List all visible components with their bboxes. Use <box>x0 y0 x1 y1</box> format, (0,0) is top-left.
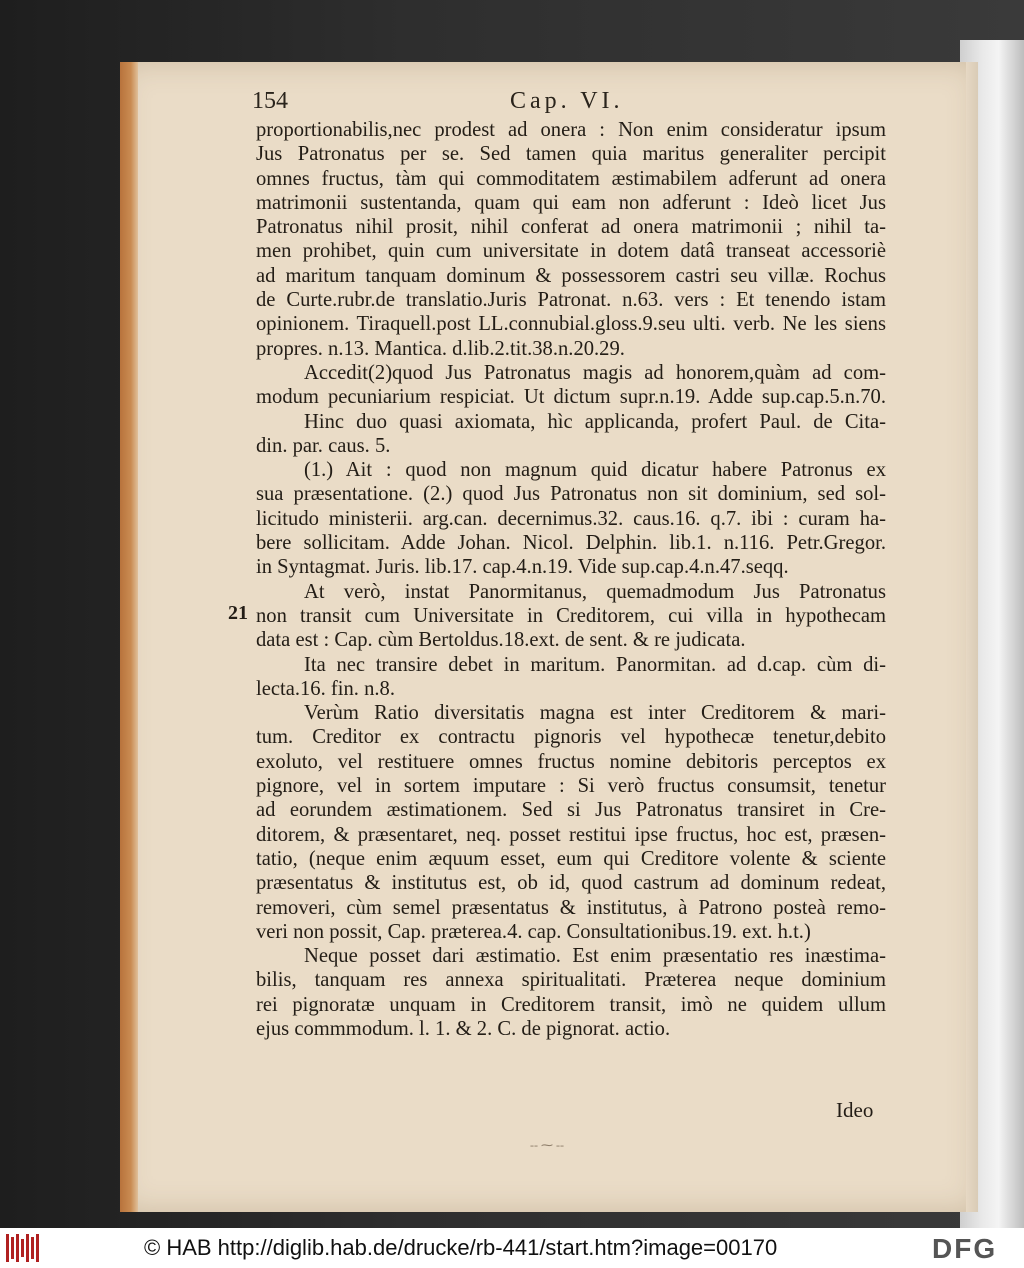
text-line: modum pecuniarium respiciat. Ut dictum supr.n.19. Adde sup.cap.5.n.70. <box>256 386 886 409</box>
dfg-logo: DFG <box>932 1233 998 1264</box>
text-line: sua præsentatione. (2.) quod Jus Patronatus non sit dominium, sed sol- <box>256 483 886 506</box>
page-ornament: -- ⁓ -- <box>530 1138 564 1152</box>
text-line: de Curte.rubr.de translatio.Juris Patronat. n.63. vers : Et tenendo istam <box>256 289 886 312</box>
text-line: opinionem. Tiraquell.post LL.connubial.gloss.9.seu ulti. verb. Ne les siens <box>256 313 886 336</box>
text-line: licitudo ministerii. arg.can. decernimus.32. caus.16. q.7. ibi : curam ha- <box>256 507 886 530</box>
page-binding-edge <box>120 62 138 1212</box>
copyright-link[interactable]: © HAB http://diglib.hab.de/drucke/rb-441/start.htm?image=00170 <box>144 1235 778 1260</box>
text-line: præsentatus & institutus est, ob id, quod castrum ad dominum redeat, <box>256 872 886 895</box>
text-line: ad eorundem æstimationem. Sed si Jus Patronatus transiret in Cre- <box>256 799 886 822</box>
text-line: propres. n.13. Mantica. d.lib.2.tit.38.n.20.29. <box>256 337 625 360</box>
text-line: Jus Patronatus per se. Sed tamen quia maritus generaliter percipit <box>256 143 886 166</box>
text-line: Ita nec transire debet in maritum. Panormitan. ad d.cap. cùm di- <box>304 653 886 676</box>
text-line: Neque posset dari æstimatio. Est enim præsentatio res inæstima- <box>304 945 886 968</box>
catchword: Ideo <box>836 1098 874 1122</box>
text-line: din. par. caus. 5. <box>256 434 391 457</box>
text-line: exoluto, vel restituere omnes fructus nomine debitoris perceptos ex <box>256 750 886 773</box>
footer-bar <box>0 1228 1024 1268</box>
text-line: bilis, tanquam res annexa spiritualitati. Præterea neque dominium <box>256 969 886 992</box>
text-line: tatio, (neque enim æquum esset, eum qui Creditore volente & sciente <box>256 847 886 870</box>
running-head: Cap. VI. <box>510 88 624 114</box>
text-line: Verùm Ratio diversitatis magna est inter Creditorem & mari- <box>304 702 886 725</box>
text-line: omnes fructus, tàm qui commoditatem æstimabilem adferunt ad onera <box>256 167 886 190</box>
text-line: Hinc duo quasi axiomata, hìc applicanda, profert Paul. de Cita- <box>304 410 886 433</box>
text-line: proportionabilis,nec prodest ad onera : Non enim consideratur ipsum <box>256 119 886 141</box>
text-line: data est : Cap. cùm Bertoldus.18.ext. de sent. & re judicata. <box>256 629 746 652</box>
text-line: in Syntagmat. Juris. lib.17. cap.4.n.19. Vide sup.cap.4.n.47.seqq. <box>256 556 789 579</box>
body-text <box>256 118 886 1041</box>
text-line: tum. Creditor ex contractu pignoris vel hypothecæ tenetur,debito <box>256 726 886 749</box>
text-line: matrimonii sustentanda, quam qui eam non adferunt : Ideò licet Jus <box>256 191 886 214</box>
page-header <box>252 88 884 122</box>
text-line: Patronatus nihil prosit, nihil conferat ad onera matrimonii ; nihil ta- <box>256 216 886 239</box>
hab-logo-icon <box>6 1234 44 1262</box>
text-line: veri non possit, Cap. præterea.4. cap. Consultationibus.19. ext. h.t.) <box>256 920 811 943</box>
text-line: (1.) Ait : quod non magnum quid dicatur habere Patronus ex <box>304 459 886 482</box>
text-line: At verò, instat Panormitanus, quemadmodum Jus Patronatus <box>304 580 886 603</box>
text-line: ejus commmodum. l. 1. & 2. C. de pignorat. actio. <box>256 1017 671 1040</box>
page-number: 154 <box>252 88 288 114</box>
text-line: rei pignoratæ unquam in Creditorem transit, imò ne quidem ullum <box>256 993 886 1016</box>
text-line: pignore, vel in sortem imputare : Si verò fructus consumsit, tenetur <box>256 775 886 798</box>
text-line: non transit cum Universitate in Creditorem, cui villa in hypothecam <box>256 604 886 627</box>
text-line: lecta.16. fin. n.8. <box>256 677 395 700</box>
text-line: bere sollicitam. Adde Johan. Nicol. Delphin. lib.1. n.116. Petr.Gregor. <box>256 532 886 555</box>
page-right-edge <box>966 62 978 1212</box>
text-line: men prohibet, quin cum universitate in dotem datâ transeat accessoriè <box>256 240 886 263</box>
text-line: Accedit(2)quod Jus Patronatus magis ad honorem,quàm ad com- <box>304 361 886 384</box>
margin-section-number: 21 <box>228 602 248 624</box>
text-line: ditorem, & præsentaret, neq. posset restitui ipse fructus, hoc est, præsen- <box>256 823 886 846</box>
text-line: ad maritum tanquam dominum & possessorem castri seu villæ. Rochus <box>256 264 886 287</box>
text-line: removeri, cùm semel præsentatus & institutus, à Patrono posteà remo- <box>256 896 886 919</box>
